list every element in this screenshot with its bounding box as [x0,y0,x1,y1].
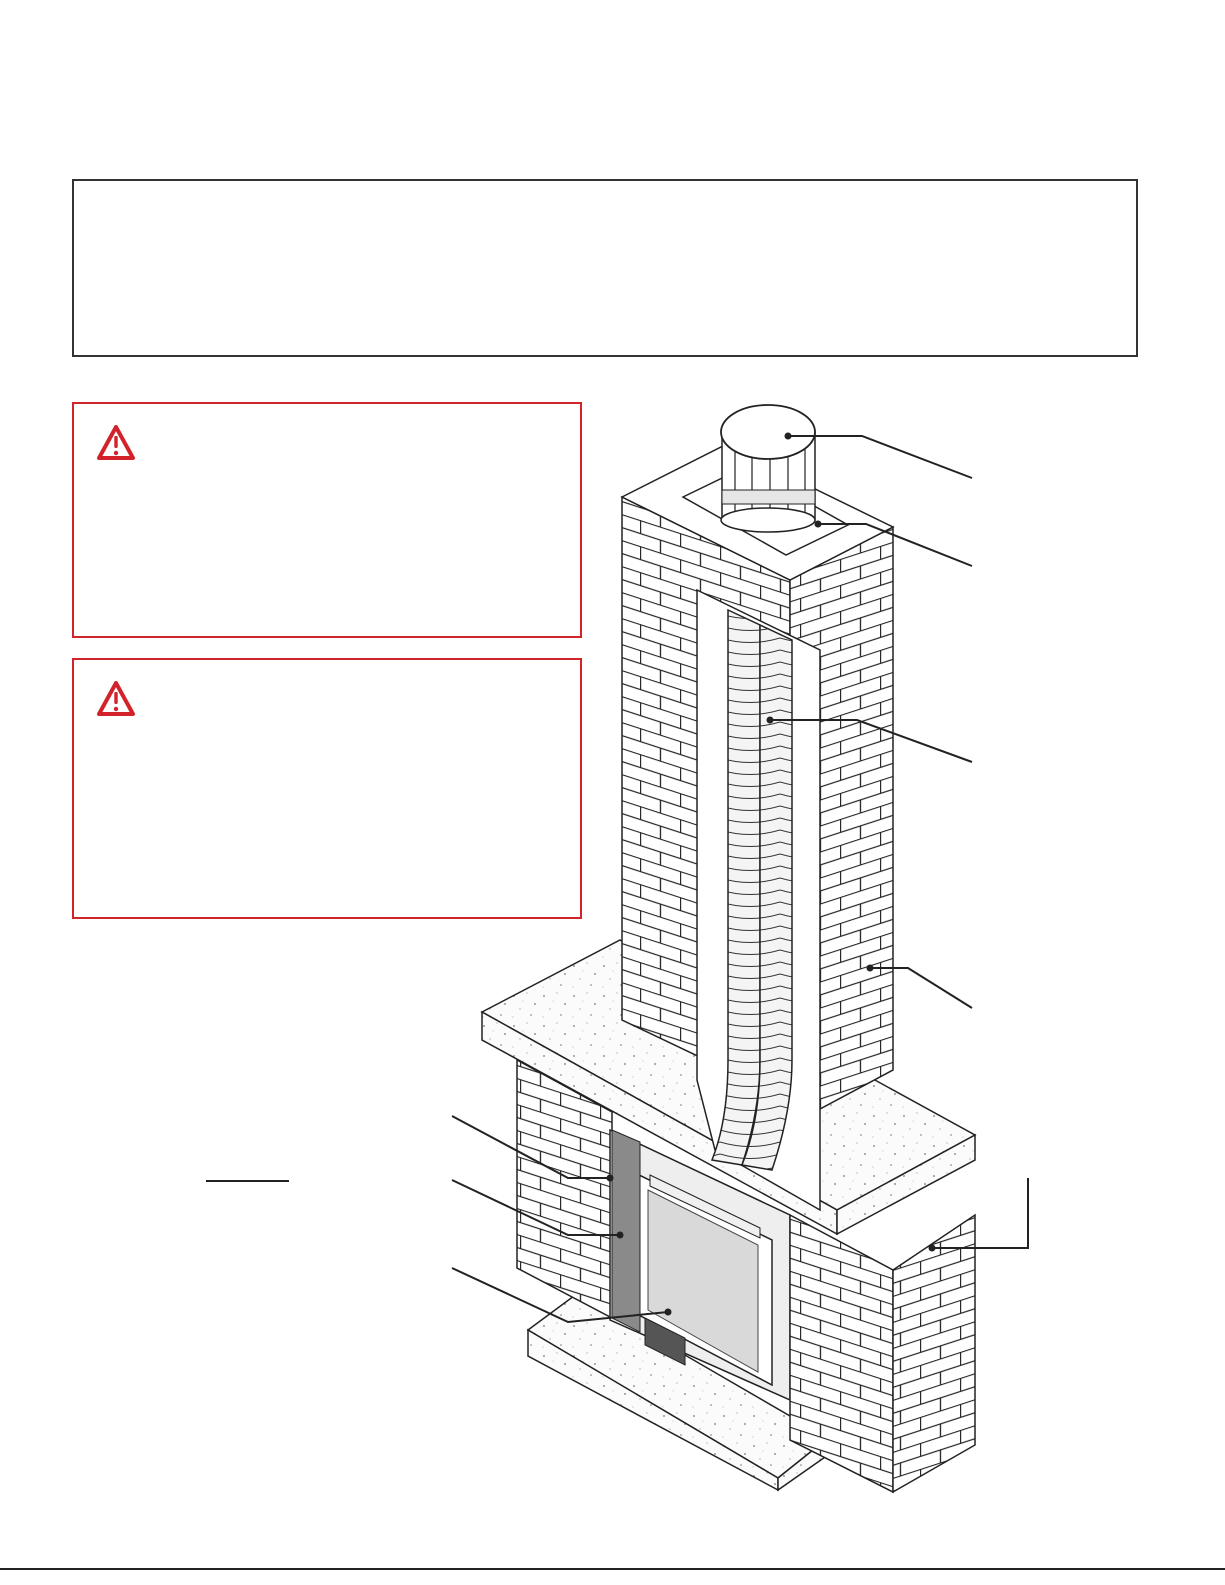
termination-cap [721,405,815,532]
footer-rule [0,1568,1225,1570]
lower-masonry-right [790,1215,975,1492]
